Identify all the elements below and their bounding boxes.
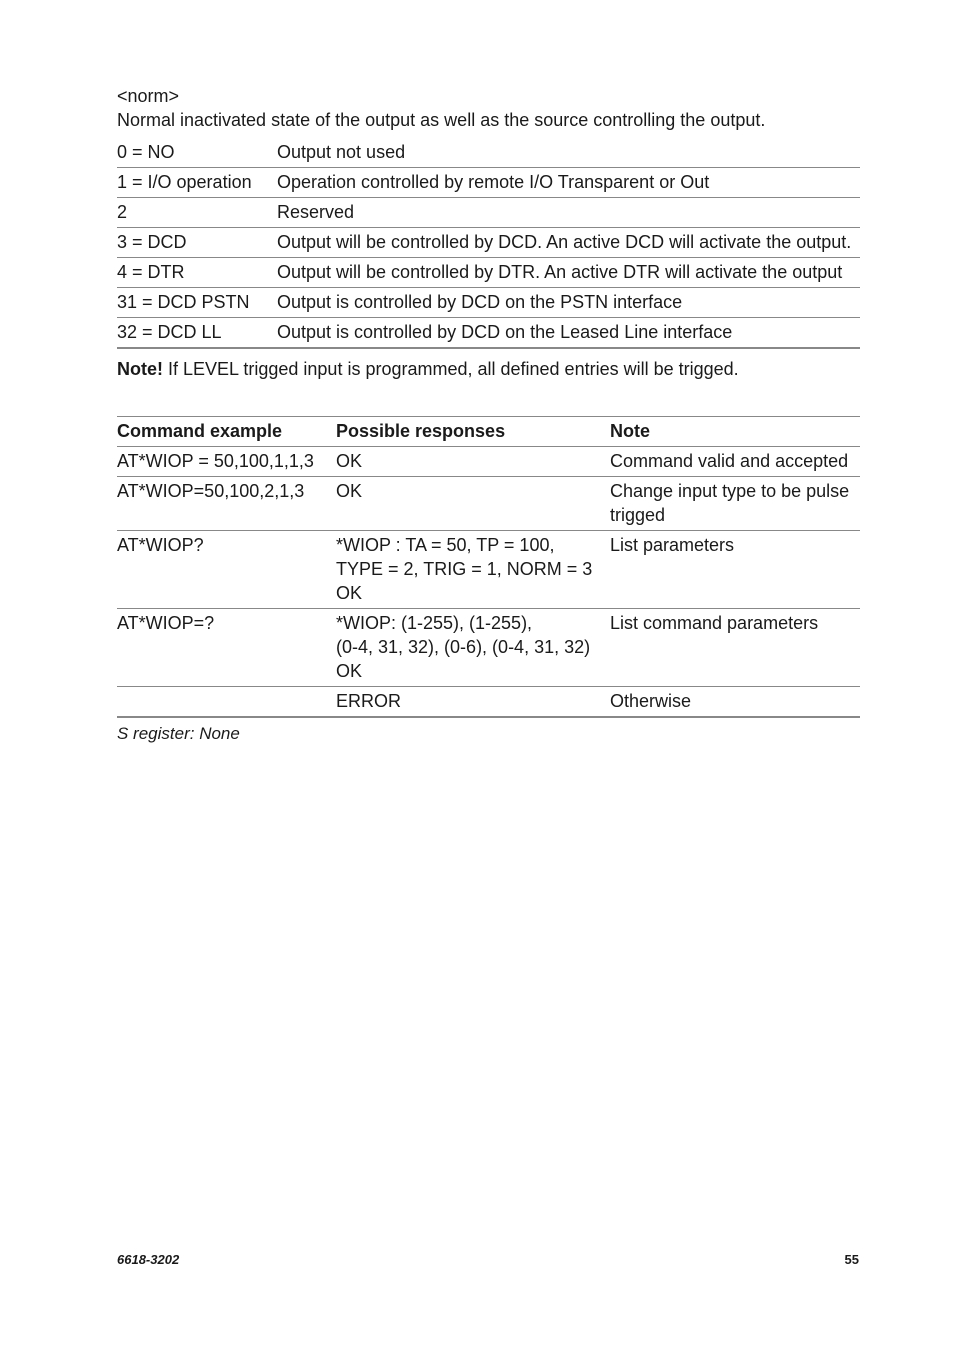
table-row: [117, 318, 860, 349]
response-line: OK: [336, 583, 363, 603]
footer-page-number: 55: [844, 1252, 859, 1267]
note-cell: Command valid and accepted: [610, 447, 860, 477]
document-page: [117, 84, 860, 746]
note-cell: Change input type to be pulse trigged: [610, 477, 860, 531]
note-cell: Otherwise: [610, 687, 860, 718]
note-label: Note!: [117, 359, 163, 379]
column-header-note: Note: [610, 417, 860, 447]
response-cell: [336, 609, 610, 687]
norm-value: 31 = DCD PSTN: [117, 288, 277, 318]
norm-description: Output will be controlled by DTR. An active DTR will activate the output: [277, 258, 860, 288]
column-header-command: Command example: [117, 417, 336, 447]
norm-value: 2: [117, 198, 277, 228]
norm-description: Reserved: [277, 198, 860, 228]
table-row: [117, 258, 860, 288]
norm-description: Output will be controlled by DCD. An active DCD will activate the output.: [277, 228, 860, 258]
command-cell: AT*WIOP=50,100,2,1,3: [117, 477, 336, 531]
response-line: TYPE = 2, TRIG = 1, NORM = 3: [336, 559, 593, 579]
norm-description: Output is controlled by DCD on the PSTN interface: [277, 288, 860, 318]
note-cell: List command parameters: [610, 609, 860, 687]
norm-description: Output is controlled by DCD on the Leased Line interface: [277, 318, 860, 349]
response-line: ERROR: [336, 691, 402, 711]
command-cell: [117, 687, 336, 718]
norm-value: 4 = DTR: [117, 258, 277, 288]
note-text: If LEVEL trigged input is programmed, all defined entries will be trigged.: [163, 359, 739, 379]
table-row: [117, 198, 860, 228]
table-row: [117, 609, 860, 687]
norm-description: Output not used: [277, 138, 860, 168]
table-row: [117, 477, 860, 531]
table-row: [117, 168, 860, 198]
norm-value: 0 = NO: [117, 138, 277, 168]
command-cell: AT*WIOP=?: [117, 609, 336, 687]
norm-values-table: [117, 138, 860, 349]
response-cell: [336, 477, 610, 531]
note-cell: List parameters: [610, 531, 860, 609]
column-header-responses: Possible responses: [336, 417, 610, 447]
command-cell: AT*WIOP?: [117, 531, 336, 609]
footer-document-number: 6618-3202: [117, 1252, 180, 1267]
parameter-name: <norm>: [117, 86, 180, 106]
response-line: OK: [336, 481, 363, 501]
response-line: OK: [336, 451, 363, 471]
parameter-description: Normal inactivated state of the output as well as the source controlling the output.: [117, 110, 766, 130]
table-row: [117, 288, 860, 318]
table-row: [117, 138, 860, 168]
s-register-note: S register: None: [117, 724, 240, 743]
norm-value: 1 = I/O operation: [117, 168, 277, 198]
norm-description: Operation controlled by remote I/O Transparent or Out: [277, 168, 860, 198]
norm-value: 32 = DCD LL: [117, 318, 277, 349]
command-examples-table: [117, 416, 860, 718]
response-line: *WIOP: (1-255), (1-255),: [336, 613, 533, 633]
table-header-row: [117, 417, 860, 447]
response-cell: [336, 447, 610, 477]
table-row: [117, 447, 860, 477]
response-line: *WIOP : TA = 50, TP = 100,: [336, 535, 555, 555]
table-row: [117, 687, 860, 718]
response-cell: [336, 531, 610, 609]
norm-value: 3 = DCD: [117, 228, 277, 258]
table-row: [117, 531, 860, 609]
response-line: OK: [336, 661, 363, 681]
note-paragraph: [117, 357, 860, 381]
response-cell: [336, 687, 610, 718]
command-cell: AT*WIOP = 50,100,1,1,3: [117, 447, 336, 477]
table-row: [117, 228, 860, 258]
response-line: (0-4, 31, 32), (0-6), (0-4, 31, 32): [336, 637, 591, 657]
